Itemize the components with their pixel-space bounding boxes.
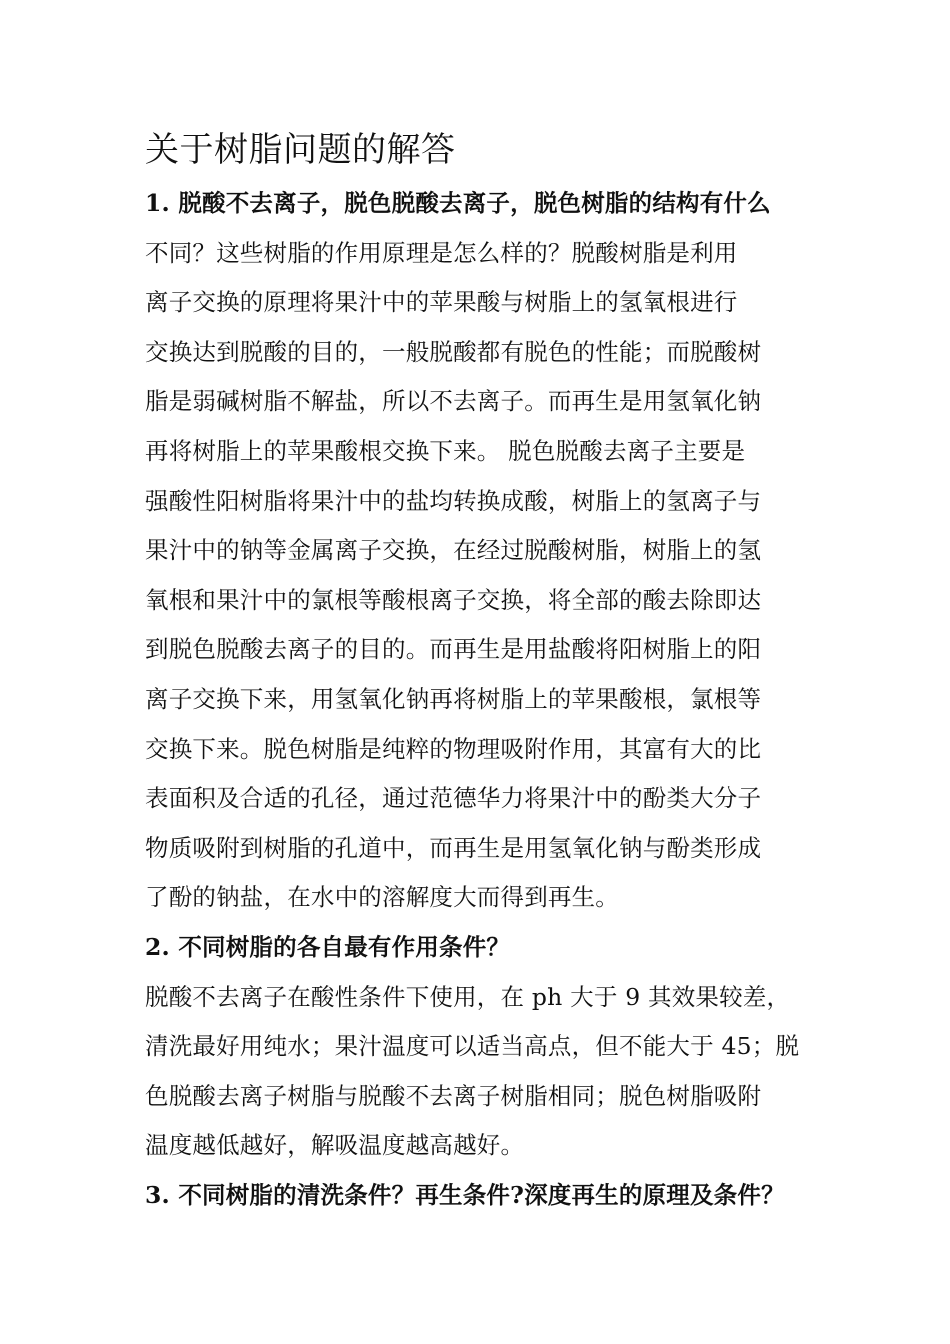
paragraph-line: 清洗最好用纯水；果汁温度可以适当高点，但不能大于 45；脱 [145,1032,800,1061]
paragraph-line: 色脱酸去离子树脂与脱酸不去离子树脂相同；脱色树脂吸附 [145,1081,762,1110]
paragraph-line: 果汁中的钠等金属离子交换，在经过脱酸树脂，树脂上的氢 [145,536,762,565]
document-page [145,125,835,1220]
paragraph-line: 氧根和果汁中的氯根等酸根离子交换，将全部的酸去除即达 [145,585,762,614]
document-title: 关于树脂问题的解答 [145,130,456,170]
paragraph-line: 强酸性阳树脂将果汁中的盐均转换成酸，树脂上的氢离子与 [145,486,762,515]
paragraph-line: 交换下来。脱色树脂是纯粹的物理吸附作用，其富有大的比 [145,734,762,763]
paragraph-line: 脱酸不去离子在酸性条件下使用，在 ph 大于 9 其效果较差， [145,982,791,1011]
paragraph-line: 离子交换的原理将果汁中的苹果酸与树脂上的氢氧根进行 [145,288,738,317]
paragraph-line: 温度越低越好，解吸温度越高越好。 [145,1131,525,1160]
question-heading-line: 3. 不同树脂的清洗条件？再生条件?深度再生的原理及条件？ [145,1180,785,1209]
question-heading-line: 1. 脱酸不去离子，脱色脱酸去离子，脱色树脂的结构有什么 [145,189,771,217]
paragraph-line: 离子交换下来，用氢氧化钠再将树脂上的苹果酸根，氯根等 [145,684,762,713]
paragraph-line: 了酚的钠盐，在水中的溶解度大而得到再生。 [145,883,619,912]
paragraph-line: 再将树脂上的苹果酸根交换下来。 脱色脱酸去离子主要是 [145,436,746,465]
paragraph-line: 脂是弱碱树脂不解盐，所以不去离子。而再生是用氢氧化钠 [145,387,762,416]
document-body [145,179,835,1220]
paragraph-line: 不同？这些树脂的作用原理是怎么样的？脱酸树脂是利用 [145,238,738,267]
question-heading-line: 2. 不同树脂的各自最有作用条件？ [145,932,511,961]
paragraph-line: 到脱色脱酸去离子的目的。而再生是用盐酸将阳树脂上的阳 [145,635,762,664]
paragraph-line: 交换达到脱酸的目的，一般脱酸都有脱色的性能；而脱酸树 [145,337,762,366]
paragraph-line: 表面积及合适的孔径，通过范德华力将果汁中的酚类大分子 [145,784,762,813]
paragraph-line: 物质吸附到树脂的孔道中，而再生是用氢氧化钠与酚类形成 [145,833,762,862]
